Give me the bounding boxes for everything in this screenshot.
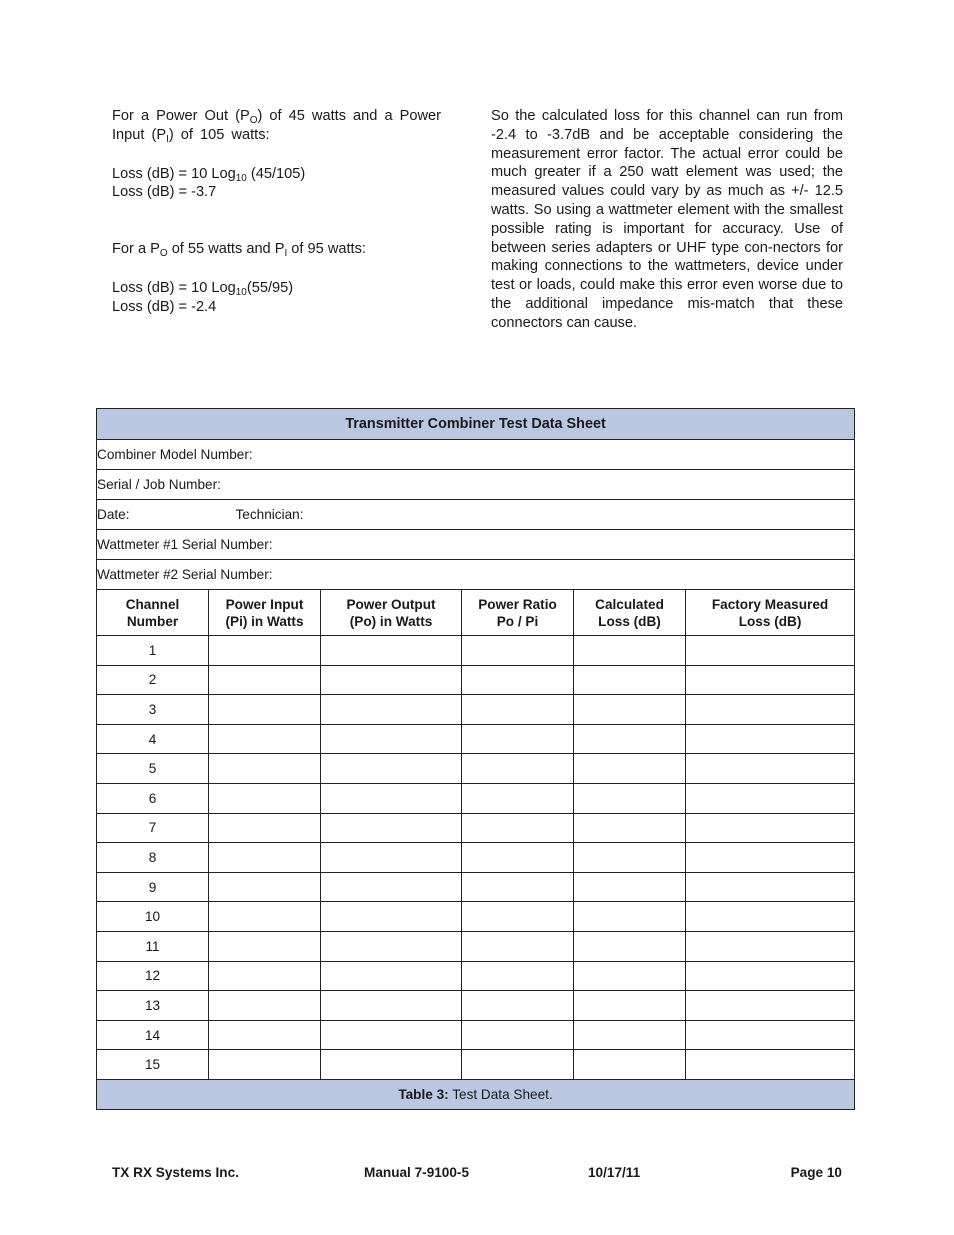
cell-power-output[interactable] [321, 991, 462, 1021]
cell-channel: 7 [97, 813, 209, 843]
cell-power-input[interactable] [209, 931, 321, 961]
footer-page-number: Page 10 [790, 1165, 842, 1180]
cell-power-output[interactable] [321, 665, 462, 695]
cell-calculated-loss[interactable] [574, 665, 686, 695]
cell-power-ratio[interactable] [462, 843, 574, 873]
loss-result-2: Loss (dB) = -2.4 [112, 298, 217, 315]
cell-power-output[interactable] [321, 872, 462, 902]
cell-power-ratio[interactable] [462, 902, 574, 932]
table-row [97, 991, 855, 1021]
cell-power-output[interactable] [321, 724, 462, 754]
cell-channel: 2 [97, 665, 209, 695]
cell-power-input[interactable] [209, 724, 321, 754]
cell-power-output[interactable] [321, 783, 462, 813]
cell-channel: 8 [97, 843, 209, 873]
cell-channel: 12 [97, 961, 209, 991]
cell-power-input[interactable] [209, 902, 321, 932]
footer-date: 10/17/11 [588, 1165, 641, 1180]
table-row [97, 665, 855, 695]
loss-result-1: Loss (dB) = -3.7 [112, 184, 217, 201]
cell-power-input[interactable] [209, 991, 321, 1021]
header-factory-measured-loss: Factory Measured Loss (dB) [686, 590, 855, 636]
cell-factory-loss[interactable] [686, 665, 855, 695]
cell-power-ratio[interactable] [462, 783, 574, 813]
cell-power-input[interactable] [209, 783, 321, 813]
technician-label: Technician: [235, 507, 304, 522]
table-row [97, 843, 855, 873]
cell-factory-loss[interactable] [686, 724, 855, 754]
test-data-sheet-table [96, 408, 855, 1110]
header-power-input: Power Input (Pi) in Watts [209, 590, 321, 636]
cell-power-input[interactable] [209, 813, 321, 843]
cell-factory-loss[interactable] [686, 872, 855, 902]
footer-company: TX RX Systems Inc. [112, 1165, 239, 1180]
cell-power-output[interactable] [321, 813, 462, 843]
cell-calculated-loss[interactable] [574, 813, 686, 843]
cell-power-ratio[interactable] [462, 665, 574, 695]
table-title: Transmitter Combiner Test Data Sheet [97, 409, 855, 440]
cell-calculated-loss[interactable] [574, 991, 686, 1021]
header-channel-number: Channel Number [97, 590, 209, 636]
table-row [97, 931, 855, 961]
table-row [97, 754, 855, 784]
cell-power-input[interactable] [209, 695, 321, 725]
cell-channel: 11 [97, 931, 209, 961]
table-row [97, 1020, 855, 1050]
cell-power-ratio[interactable] [462, 961, 574, 991]
cell-factory-loss[interactable] [686, 754, 855, 784]
table-row [97, 636, 855, 666]
cell-calculated-loss[interactable] [574, 636, 686, 666]
combiner-model-field: Combiner Model Number: [97, 440, 855, 470]
cell-factory-loss[interactable] [686, 902, 855, 932]
cell-power-ratio[interactable] [462, 872, 574, 902]
page-footer [112, 1165, 842, 1183]
cell-power-ratio[interactable] [462, 813, 574, 843]
cell-power-ratio[interactable] [462, 991, 574, 1021]
cell-factory-loss[interactable] [686, 813, 855, 843]
cell-power-output[interactable] [321, 754, 462, 784]
cell-power-input[interactable] [209, 872, 321, 902]
cell-channel: 10 [97, 902, 209, 932]
error-discussion-paragraph: So the calculated loss for this channel can run from -2.4 to -3.7dB and be acceptable considering the measurement error factor. The actual error could be much greater if a 250 watt element was used; the measured values could vary by as much as +/- 12.5 watts. So using a wattmeter element with the smallest possible rating is important for accuracy. Use of between series adapters or UHF type con-nectors for making connections to the wattmeters, device under test or loads, could make this error even worse due to the additional impedance mis-match that these connectors can cause. [491, 108, 843, 331]
cell-power-output[interactable] [321, 695, 462, 725]
cell-calculated-loss[interactable] [574, 961, 686, 991]
cell-factory-loss[interactable] [686, 695, 855, 725]
cell-power-input[interactable] [209, 961, 321, 991]
serial-job-field: Serial / Job Number: [97, 470, 855, 500]
cell-factory-loss[interactable] [686, 636, 855, 666]
cell-calculated-loss[interactable] [574, 1020, 686, 1050]
cell-power-input[interactable] [209, 843, 321, 873]
cell-power-input[interactable] [209, 1020, 321, 1050]
cell-calculated-loss[interactable] [574, 1050, 686, 1080]
table-row [97, 724, 855, 754]
table-row [97, 872, 855, 902]
footer-manual: Manual 7-9100-5 [364, 1165, 470, 1180]
cell-calculated-loss[interactable] [574, 931, 686, 961]
cell-calculated-loss[interactable] [574, 902, 686, 932]
cell-calculated-loss[interactable] [574, 695, 686, 725]
power-out-intro-2: For a $P_O$ of 55 watts and $P_I$ of 95 watts: [112, 241, 366, 260]
cell-power-output[interactable] [321, 843, 462, 873]
loss-equation-1: Loss (dB) = 10 Log$_{10}$ (45/105) [112, 165, 306, 184]
cell-power-ratio[interactable] [462, 636, 574, 666]
cell-power-ratio[interactable] [462, 695, 574, 725]
cell-factory-loss[interactable] [686, 991, 855, 1021]
cell-calculated-loss[interactable] [574, 783, 686, 813]
date-technician-field [97, 500, 855, 530]
cell-factory-loss[interactable] [686, 961, 855, 991]
cell-factory-loss[interactable] [686, 1020, 855, 1050]
table-row [97, 961, 855, 991]
cell-factory-loss[interactable] [686, 1050, 855, 1080]
right-text-column [491, 107, 843, 333]
cell-power-output[interactable] [321, 636, 462, 666]
table-caption: Table 3: Test Data Sheet. [97, 1079, 855, 1109]
cell-power-ratio[interactable] [462, 724, 574, 754]
cell-power-output[interactable] [321, 931, 462, 961]
cell-power-output[interactable] [321, 902, 462, 932]
cell-calculated-loss[interactable] [574, 754, 686, 784]
cell-channel: 13 [97, 991, 209, 1021]
cell-power-ratio[interactable] [462, 754, 574, 784]
cell-channel: 14 [97, 1020, 209, 1050]
cell-power-output[interactable] [321, 961, 462, 991]
cell-channel: 6 [97, 783, 209, 813]
power-out-intro: For a Power Out $(P_O)$ of 45 watts and a Power Input $(P_I)$ of 105 watts: [112, 108, 441, 145]
cell-channel: 4 [97, 724, 209, 754]
cell-power-input[interactable] [209, 636, 321, 666]
header-power-output: Power Output (Po) in Watts [321, 590, 462, 636]
left-text-column [112, 107, 464, 317]
cell-calculated-loss[interactable] [574, 843, 686, 873]
cell-factory-loss[interactable] [686, 843, 855, 873]
cell-power-ratio[interactable] [462, 931, 574, 961]
date-label: Date: [97, 507, 130, 522]
header-power-ratio: Power Ratio Po / Pi [462, 590, 574, 636]
cell-power-input[interactable] [209, 1050, 321, 1080]
cell-factory-loss[interactable] [686, 931, 855, 961]
cell-channel: 3 [97, 695, 209, 725]
cell-calculated-loss[interactable] [574, 724, 686, 754]
loss-equation-2: Loss (dB) = 10 Log$_{10}$(55/95) [112, 279, 294, 298]
cell-power-ratio[interactable] [462, 1020, 574, 1050]
cell-power-input[interactable] [209, 754, 321, 784]
table-row [97, 902, 855, 932]
cell-channel: 9 [97, 872, 209, 902]
wattmeter-1-field: Wattmeter #1 Serial Number: [97, 530, 855, 560]
cell-channel: 5 [97, 754, 209, 784]
header-calculated-loss: Calculated Loss (dB) [574, 590, 686, 636]
cell-channel: 15 [97, 1050, 209, 1080]
cell-factory-loss[interactable] [686, 783, 855, 813]
cell-power-ratio[interactable] [462, 1050, 574, 1080]
wattmeter-2-field: Wattmeter #2 Serial Number: [97, 560, 855, 590]
cell-power-output[interactable] [321, 1050, 462, 1080]
cell-calculated-loss[interactable] [574, 872, 686, 902]
cell-channel: 1 [97, 636, 209, 666]
table-row [97, 1050, 855, 1080]
cell-power-output[interactable] [321, 1020, 462, 1050]
table-row [97, 813, 855, 843]
cell-power-input[interactable] [209, 665, 321, 695]
table-row [97, 783, 855, 813]
table-row [97, 695, 855, 725]
